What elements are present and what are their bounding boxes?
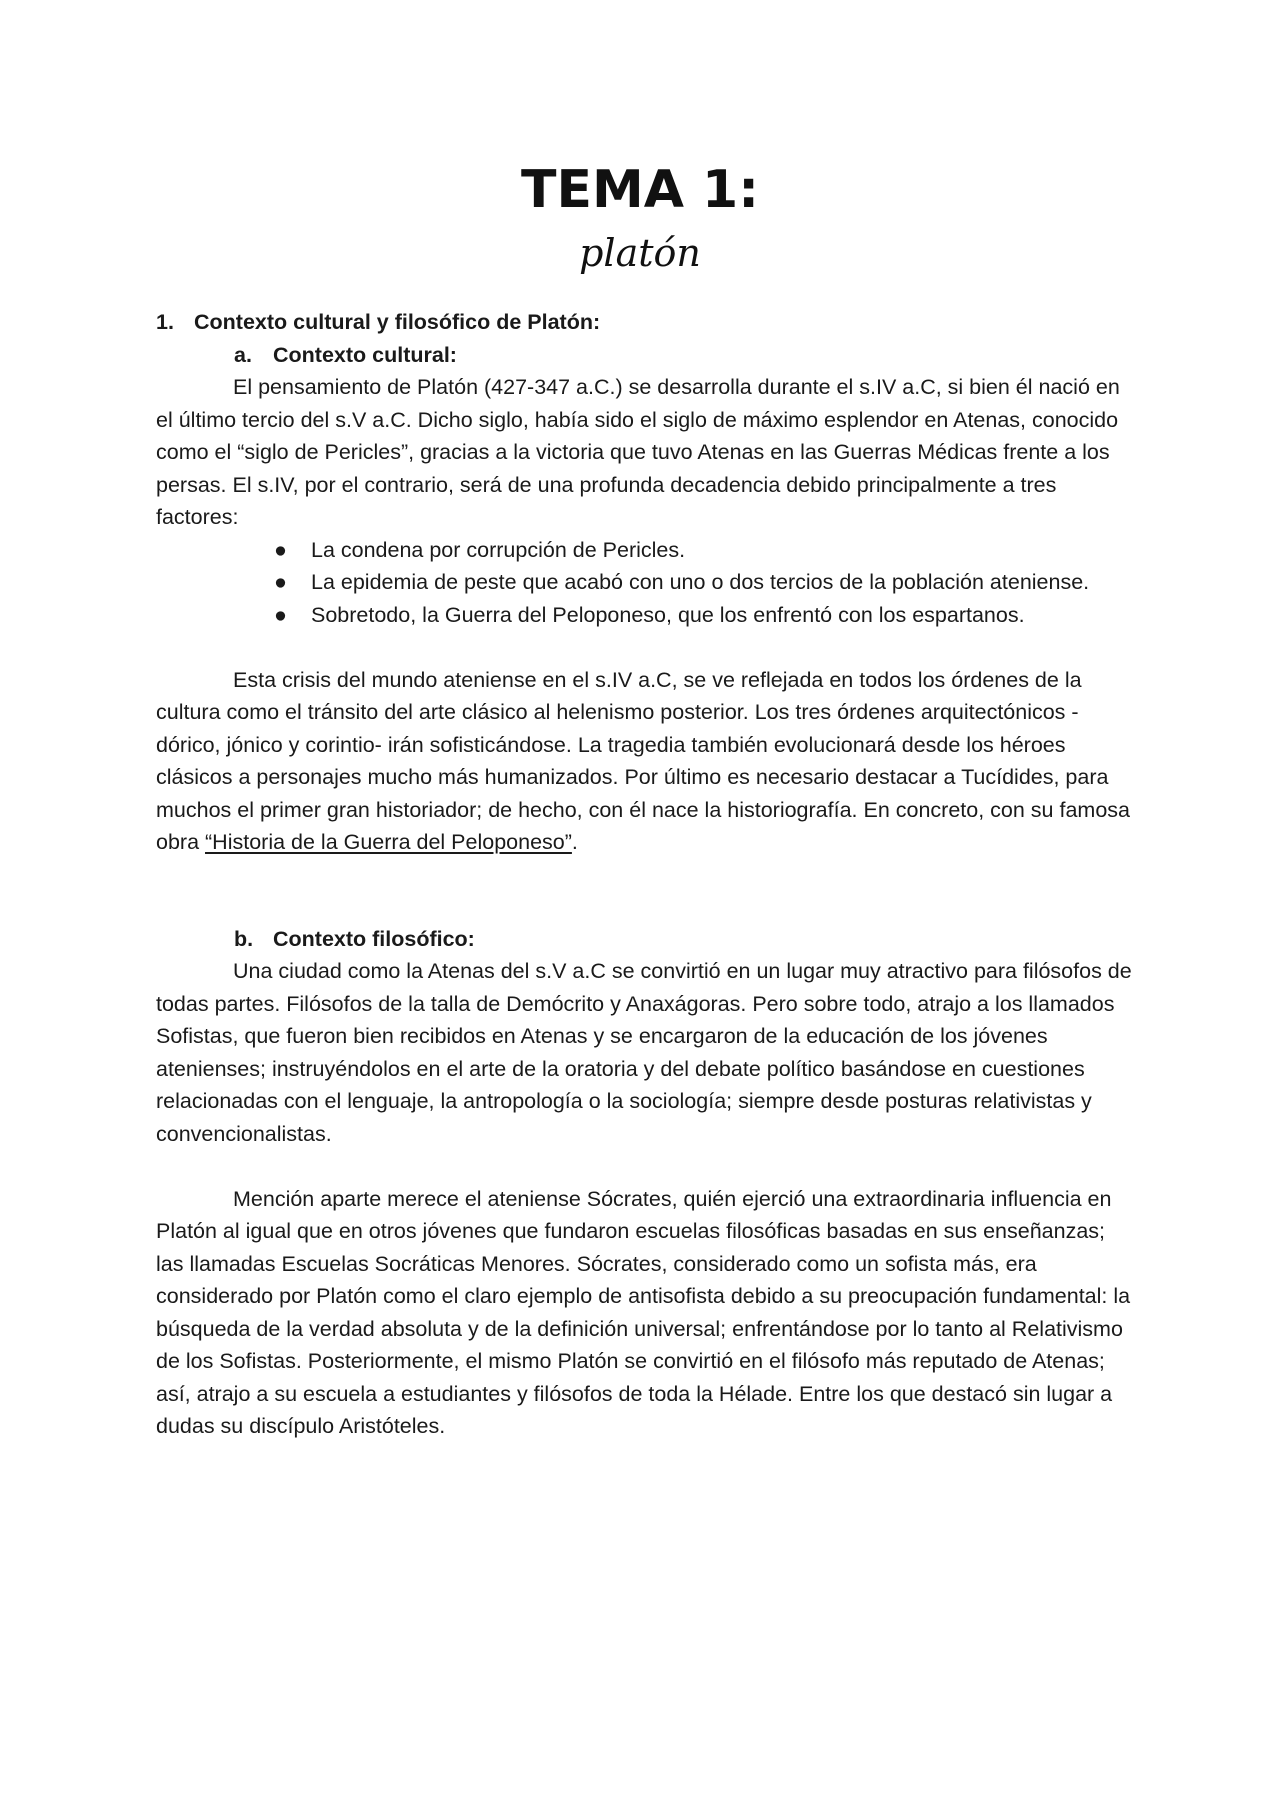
bullet-list bbox=[156, 534, 1136, 632]
paragraph-text: Esta crisis del mundo ateniense en el s.IV a.C, se ve reflejada en todos los órdenes de la cultura como el tránsito del arte clásico al helenismo posterior. Los tres órdenes arquitectónicos -dórico, jónico y corintio- irán sofisticándose. La tragedia también evolucionará desde los héroes clásicos a personajes mucho más humanizados. Por último es necesario destacar a Tucídides, para muchos el primer gran historiador; de hecho, con él nace la historiografía. En concreto, con su famosa obra bbox=[156, 667, 1130, 854]
paragraph: Una ciudad como la Atenas del s.V a.C se convirtió en un lugar muy atractivo para filósofos de todas partes. Filósofos de la talla de Demócrito y Anaxágoras. Pero sobre todo, atrajo a los llamados Sofistas, que fueron bien recibidos en Atenas y se encargaron de la educación de los jóvenes atenienses; instruyéndolos en el arte de la oratoria y del debate político basándose en cuestiones relacionadas con el lenguaje, la antropología o la sociología; siempre desde posturas relativistas y convencionalistas. bbox=[156, 959, 1132, 1146]
bullet-icon: ● bbox=[274, 570, 287, 594]
section-heading-text: Contexto cultural y filosófico de Platón: bbox=[194, 310, 601, 334]
list-item-text: La epidemia de peste que acabó con uno o dos tercios de la población ateniense. bbox=[311, 570, 1090, 594]
subsection-letter: b. bbox=[234, 926, 254, 951]
subsection-heading-cultural bbox=[156, 339, 1136, 372]
page-subtitle: platón bbox=[579, 231, 701, 275]
bullet-icon: ● bbox=[274, 602, 287, 627]
list-item bbox=[274, 534, 1136, 567]
page-title: TEMA 1: bbox=[520, 160, 760, 220]
paragraph: Mención aparte merece el ateniense Sócrates, quién ejerció una extraordinaria influencia en Platón al igual que en otros jóvenes que fundaron escuelas filosóficas basadas en sus enseñanzas; las llamadas Escuelas Socráticas Menores. Sócrates, considerado como un sofista más, era considerado por Platón como el claro ejemplo de antisofista debido a su preocupación fundamental: la búsqueda de la verdad absoluta y de la definición universal; enfrentándose por lo tanto al Relativismo de los Sofistas. Posteriormente, el mismo Platón se convirtió en el filósofo más reputado de Atenas; así, atrajo a su escuela a estudiantes y filósofos de toda la Hélade. Entre los que destacó sin lugar a dudas su discípulo Aristóteles. bbox=[156, 1186, 1131, 1438]
list-item bbox=[274, 599, 1136, 632]
list-item-text: La condena por corrupción de Pericles. bbox=[311, 537, 686, 562]
subsection-heading-text: Contexto filosófico: bbox=[273, 926, 475, 951]
book-title-link[interactable]: “Historia de la Guerra del Peloponeso” bbox=[205, 830, 572, 854]
subsection-letter: a. bbox=[234, 342, 252, 367]
list-item bbox=[274, 566, 1136, 599]
list-item-text: Sobretodo, la Guerra del Peloponeso, que los enfrentó con los espartanos. bbox=[311, 602, 1025, 627]
subsection-heading-text: Contexto cultural: bbox=[273, 342, 457, 367]
paragraph: El pensamiento de Platón (427-347 a.C.) se desarrolla durante el s.IV a.C, si bien él nació en el último tercio del s.V a.C. Dicho siglo, había sido el siglo de máximo esplendor en Atenas, conocido como el “siglo de Pericles”, gracias a la victoria que tuvo Atenas en las Guerras Médicas frente a los persas. El s.IV, por el contrario, será de una profunda decadencia debido principalmente a tres factores: bbox=[156, 375, 1120, 529]
section-number: 1. bbox=[156, 310, 174, 334]
paragraph bbox=[156, 664, 1136, 859]
bullet-icon: ● bbox=[274, 537, 287, 562]
subsection-heading-philosophical bbox=[156, 923, 1136, 956]
section-heading bbox=[156, 306, 1136, 339]
document-body bbox=[156, 306, 1136, 1443]
paragraph-end: . bbox=[571, 830, 578, 854]
